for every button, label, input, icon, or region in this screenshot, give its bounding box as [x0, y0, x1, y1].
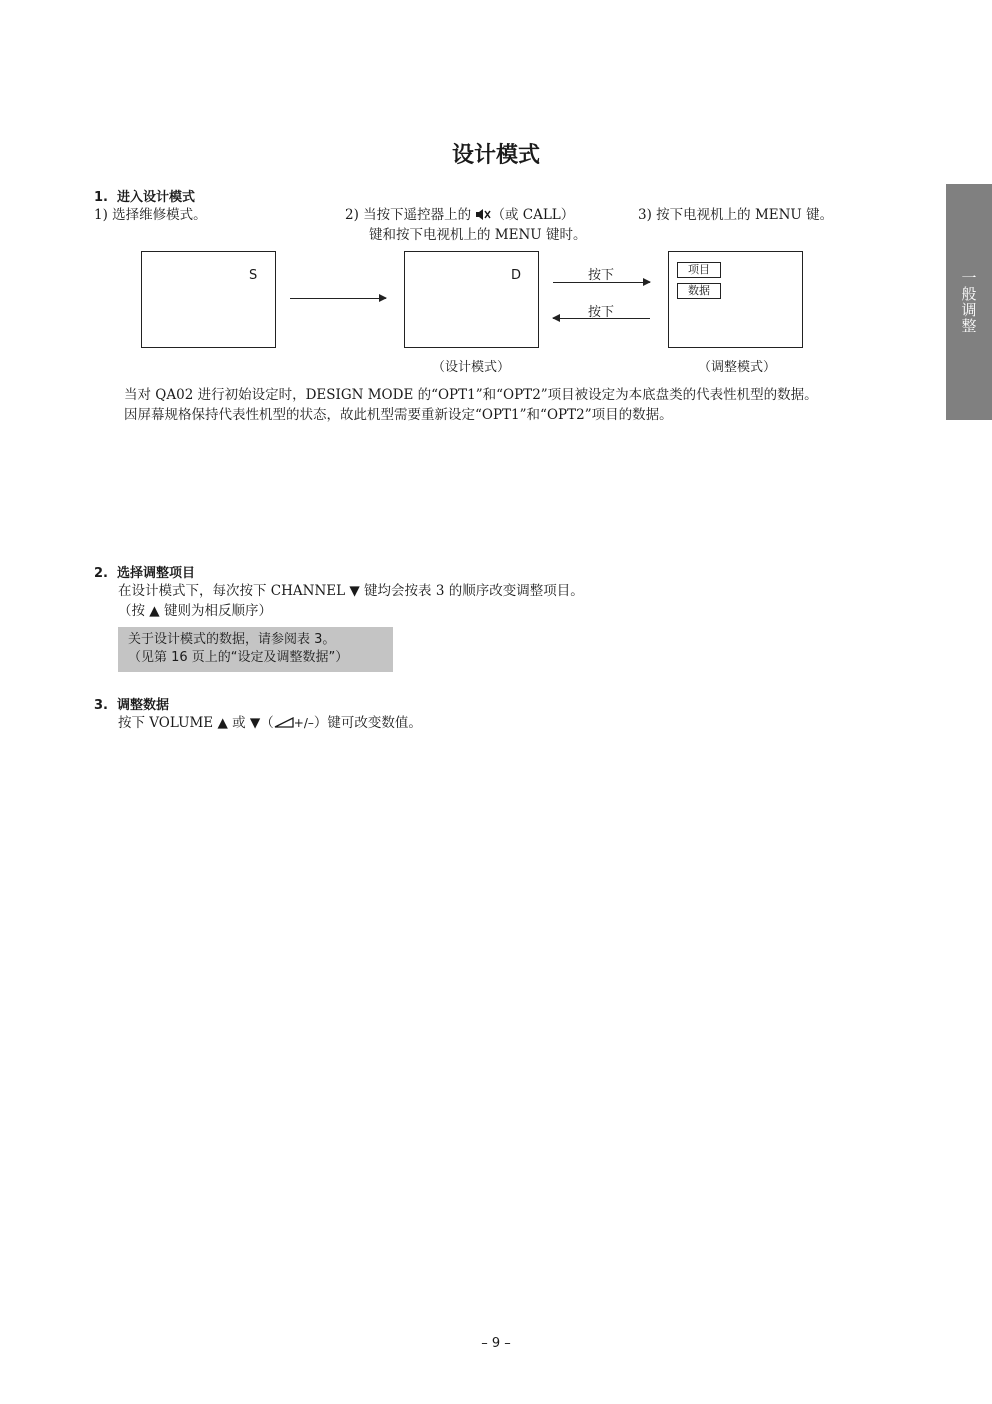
step-2-text-a: 2) 当按下遥控器上的 — [345, 207, 472, 223]
section-2-title: 选择调整项目 — [117, 566, 196, 581]
section-3-title: 调整数据 — [117, 698, 170, 713]
page-title: 设计模式 — [451, 143, 540, 168]
section-3-heading — [94, 694, 169, 713]
note-paragraph-line-2: 因屏幕规格保持代表性机型的状态，故此机型需要重新设定“OPT1”和“OPT2”项目的数据。 — [124, 407, 673, 423]
section-3-line-1 — [118, 713, 422, 734]
step-2-text-b: （或 CALL） — [491, 207, 575, 223]
section-2-number: 2. — [94, 566, 108, 581]
mute-icon — [475, 207, 491, 227]
caption-adjust-mode: （调整模式） — [698, 360, 777, 375]
caption-design-mode: （设计模式） — [432, 360, 511, 375]
arrow-top-label: 按下 — [588, 268, 615, 283]
reference-note-line-2: （见第 16 页上的“设定及调整数据”） — [128, 650, 349, 665]
section-2-line-2: （按 ▲ 键则为相反顺序） — [118, 603, 272, 619]
step-2-line-1 — [345, 205, 574, 227]
data-item-box: 数据 — [677, 283, 721, 299]
screen-design-char: D — [511, 268, 522, 283]
section-2-line-1: 在设计模式下，每次按下 CHANNEL ▼ 键均会按表 3 的顺序改变调整项目。 — [118, 583, 584, 599]
step-1: 1) 选择维修模式。 — [94, 207, 207, 223]
arrow-right-icon — [553, 282, 650, 283]
screen-service-mode — [141, 251, 276, 348]
volume-icon — [274, 714, 294, 734]
side-tab — [946, 184, 992, 420]
side-tab-label: 一般调整 — [959, 270, 978, 334]
volume-plus-minus: +/– — [293, 716, 314, 730]
step-3: 3) 按下电视机上的 MENU 键。 — [638, 207, 834, 223]
screen-service-char: S — [249, 268, 258, 283]
section-1-number: 1. — [94, 190, 108, 205]
note-paragraph-line-1: 当对 QA02 进行初始设定时，DESIGN MODE 的“OPT1”和“OPT2”项目被设定为本底盘类的代表性机型的数据。 — [124, 387, 818, 403]
step-2-line-2: 键和按下电视机上的 MENU 键时。 — [369, 227, 587, 243]
screen-adjust-mode — [668, 251, 803, 348]
reference-note-line-1: 关于设计模式的数据，请参阅表 3。 — [128, 632, 336, 647]
section-3-number: 3. — [94, 698, 108, 713]
screen-design-mode — [404, 251, 539, 348]
section-1-heading — [94, 186, 195, 205]
arrow-right-icon — [290, 298, 386, 299]
reference-note-box — [118, 627, 393, 672]
section-1-title: 进入设计模式 — [117, 190, 196, 205]
page-number: – 9 – — [481, 1336, 511, 1351]
arrow-left-icon — [553, 318, 650, 319]
section-3-text-b: ）键可改变数值。 — [313, 715, 422, 731]
menu-item-box: 项目 — [677, 262, 721, 278]
arrow-bottom-label: 按下 — [588, 305, 615, 320]
section-2-heading — [94, 562, 195, 581]
section-3-text-a: 按下 VOLUME ▲ 或 ▼（ — [118, 715, 274, 731]
